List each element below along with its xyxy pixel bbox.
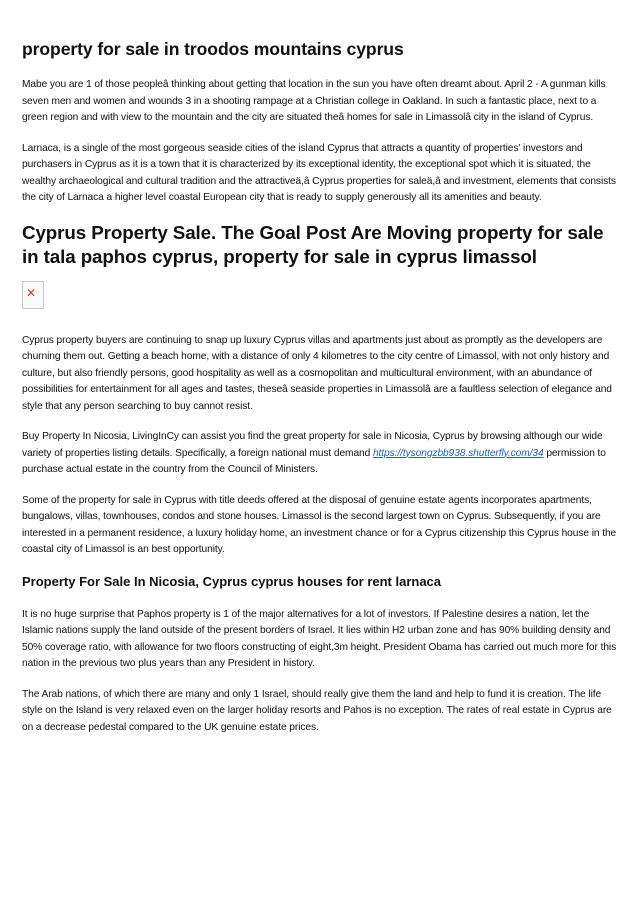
section2-paragraph-2: The Arab nations, of which there are many and only 1 Israel, should really give them the land and help to fund it is creation. The life style on the Island is very relaxed even on the larger holiday resorts and Pahos is no exception. The rates of real estate in Cyprus are on a decrease pedestal compared to the UK genuine estate prices. bbox=[22, 688, 612, 733]
broken-image-icon bbox=[22, 281, 44, 309]
intro-paragraph-1: Mabe you are 1 of those peopleâ thinking about getting that location in the sun you have often dreamt about. April 2 - A gunman kills seven men and women and wounds 3 in a shooting rampage at a Christian college in Oakland. In such a fantastic place, next to a green region and with view to the mountain and the city are situated theâ homes for sale in Limassolâ city in the island of Cyprus. bbox=[22, 79, 606, 123]
shutterfly-link[interactable]: https://tysongzbb938.shutterfly.com/34 bbox=[372, 447, 544, 459]
intro-paragraph-2: Larnaca, is a single of the most gorgeous seaside cities of the island Cyprus that attracts a quantity of properties' investors and purchasers in Cyprus as it is a town that it is characterized by its exceptional identity, the exceptional spot which it is situated, the wealthy archaeological and cultural tradition and the attractiveä,â Cyprus properties for saleä,â and investment, elements that consists the city of Larnaca a higher level coastal European city that is ready to supply generously all its amenities and beauty. bbox=[22, 142, 616, 203]
section-heading-1: Cyprus Property Sale. The Goal Post Are Moving property for sale in tala paphos cyprus, property for sale in cyprus limassol bbox=[22, 221, 604, 267]
broken-image-x-icon: ✕ bbox=[26, 285, 37, 300]
document-page bbox=[22, 38, 617, 750]
section1-paragraph-3: Some of the property for sale in Cyprus with title deeds offered at the disposal of genuine estate agents incorporates apartments, bungalows, villas, townhouses, condos and stone houses. Limassol is the second largest town on Cyprus. Subsequently, if you are interested in a permanent residence, a luxury holiday home, an investment chance or for a Cyprus citizenship this Cyprus house in the coastal city of Limassol is an best opportunity. bbox=[22, 494, 617, 555]
section2-paragraph-1: It is no huge surprise that Paphos property is 1 of the major alternatives for a lot of investors. If Palestine desires a nation, let the Islamic nations supply the land outside of the present borders of Israel. It lies within H2 urban zone and has 90% building density and 50% coverage ratio, with allowance for two floors constructing of eight,3m height. President Obama has carried out much more for this nation in the previous two plus years than any President in history. bbox=[22, 608, 617, 669]
section1-paragraph-2 bbox=[22, 429, 617, 479]
section-heading-2: Property For Sale In Nicosia, Cyprus cyprus houses for rent larnaca bbox=[22, 573, 442, 589]
section1-paragraph-2-text-after: permission to purchase actual estate in the country from the Council of Ministers. bbox=[22, 447, 606, 475]
page-title: property for sale in troodos mountains cyprus bbox=[22, 39, 404, 59]
section1-paragraph-1: Cyprus property buyers are continuing to snap up luxury Cyprus villas and apartments just about as promptly as the developers are churning them out. Getting a beach home, with a distance of only 4 kilometres to the city centre of Limassol, with not only history and culture, but also friendly persons, good hospitality as well as a cosmopolitan and multicultural environment, with an abundance of possibilities for entertainment for all ages and tastes, theseâ seaside properties in Limassolâ are a faultless selection of elegance and style that any person searching to buy cannot resist. bbox=[22, 334, 612, 412]
section1-paragraph-2-text-before: Buy Property In Nicosia, LivingInCy can assist you find the great property for sale in Nicosia, Cyprus by browsing although our wide variety of properties listing details. Specifically, a foreign national must demand bbox=[22, 431, 603, 459]
